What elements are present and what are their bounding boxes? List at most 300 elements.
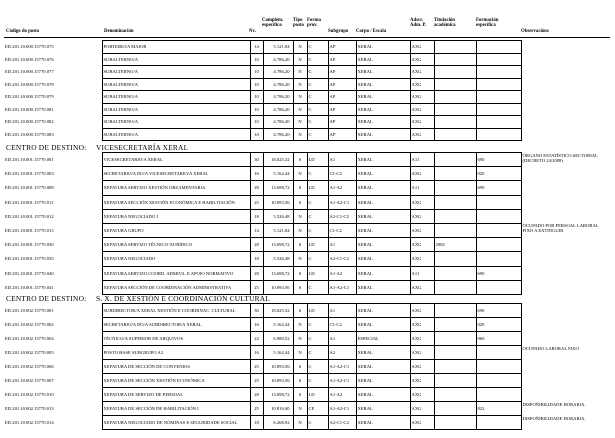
cell-name: XEFATURA DE SECCIÓN XESTIÓN ECONÓMICA xyxy=(102,374,250,388)
cell-obs xyxy=(521,181,607,195)
cell-code: ED.201.10.002.15770.010 xyxy=(5,392,54,397)
cell-adscr: AXG xyxy=(410,195,434,209)
cell-corpo: XERAL xyxy=(356,252,410,266)
cell-corpo: XERAL xyxy=(356,53,410,66)
cell-tipo: S xyxy=(293,388,307,402)
cell-code: ED.201.10.001.15770.041 xyxy=(5,284,54,290)
cell-comp: 5.162,44 xyxy=(263,167,293,181)
cell-tit xyxy=(434,78,476,91)
cell-comp: 5.162,44 xyxy=(263,318,293,332)
cell-tipo: S xyxy=(293,266,307,280)
cell-nv: 10 xyxy=(250,66,263,79)
cell-nv: 10 xyxy=(250,128,263,141)
cell-comp: 10.816,00 xyxy=(263,402,293,416)
cell-obs xyxy=(521,388,607,402)
cell-nv: 10 xyxy=(250,78,263,91)
cell-forma: C xyxy=(307,374,328,388)
cell-code: ED.201.10.001.15770.003 xyxy=(5,171,54,177)
cell-sub: AP xyxy=(328,78,356,91)
cell-tipo: N xyxy=(293,332,307,346)
cell-comp: 13.698,72 xyxy=(263,181,293,195)
cell-corpo: XERAL xyxy=(356,318,410,332)
cell-sub: C1-C2 xyxy=(328,167,356,181)
cell-forma: C xyxy=(307,195,328,209)
header-observacions: Observacións xyxy=(521,29,549,34)
cell-form xyxy=(476,388,521,402)
cell-tipo: S xyxy=(293,280,307,294)
section-name: S. X. DE XESTIÓN E COORDINACIÓN CULTURAL xyxy=(96,294,271,303)
table-row xyxy=(4,280,607,294)
cell-tit xyxy=(434,252,476,266)
cell-forma: C xyxy=(307,66,328,79)
cell-code: ED.201.10.001.15770.030 xyxy=(5,242,54,248)
cell-form xyxy=(476,53,521,66)
cell-obs xyxy=(521,280,607,294)
cell-sub: AP xyxy=(328,116,356,129)
table-row xyxy=(4,41,607,54)
cell-form xyxy=(476,41,521,54)
cell-tipo: S xyxy=(293,304,307,318)
cell-obs xyxy=(521,167,607,181)
cell-comp: 13.698,72 xyxy=(263,238,293,252)
section-heading-xestion-cultural xyxy=(6,294,270,303)
cell-nv: 14 xyxy=(250,223,263,237)
cell-tipo: N xyxy=(293,103,307,116)
table-row xyxy=(4,318,607,332)
cell-tipo: S xyxy=(293,238,307,252)
cell-nv: 16 xyxy=(250,346,263,360)
cell-comp: 10.093,56 xyxy=(263,374,293,388)
cell-tipo: N xyxy=(293,78,307,91)
cell-obs: OCUPADO LABORAL FIXO xyxy=(522,345,579,351)
cell-adscr: A11 xyxy=(410,153,434,167)
header-corpo: Corpo / Escala xyxy=(356,29,387,34)
cell-tit xyxy=(434,402,476,416)
cell-form xyxy=(476,103,521,116)
cell-nv: 18 xyxy=(250,252,263,266)
cell-comp: 6.268,92 xyxy=(263,416,293,430)
cell-corpo: XERAL xyxy=(356,280,410,294)
cell-corpo: XERAL xyxy=(356,103,410,116)
cell-form xyxy=(476,223,521,237)
cell-corpo: XERAL xyxy=(356,195,410,209)
cell-tit xyxy=(434,360,476,374)
table-row xyxy=(4,209,607,223)
cell-tit xyxy=(434,209,476,223)
header-subgrupo: Subgrupo xyxy=(328,29,349,34)
cell-corpo: XERAL xyxy=(356,388,410,402)
cell-obs xyxy=(521,195,607,209)
cell-adscr: AXG xyxy=(410,103,434,116)
cell-name: VICESECRETARIO/A XERAL xyxy=(102,153,250,167)
cell-obs xyxy=(521,304,607,318)
cell-name: SUBDIRECTOR/A XERAL XESTIÓN E COORDINAC. CULTURAL xyxy=(102,304,250,318)
cell-comp: 18.025,32 xyxy=(263,153,293,167)
cell-code: ED.201.10.002.15770.007 xyxy=(5,378,54,383)
cell-form xyxy=(476,116,521,129)
cell-forma: C xyxy=(307,318,328,332)
cell-obs xyxy=(521,128,607,141)
cell-comp: 10.093,56 xyxy=(263,280,293,294)
cell-tit xyxy=(434,374,476,388)
cell-sub: A1 xyxy=(328,304,356,318)
table-row xyxy=(4,128,607,141)
cell-name: XEFATURA DE SECCIÓN DE HABILITACIÓN I xyxy=(102,402,250,416)
cell-nv: 28 xyxy=(250,266,263,280)
cell-adscr: AXG xyxy=(410,209,434,223)
cell-name: SUBALTERNO/A xyxy=(102,116,250,129)
cell-sub: C1-C2 xyxy=(328,318,356,332)
header-codigo: Código do posto xyxy=(6,29,40,34)
cell-obs xyxy=(521,266,607,280)
cell-form: 690 xyxy=(476,181,521,195)
cell-code: ED.201.10.002.15770.006 xyxy=(5,364,54,369)
cell-code: ED.201.10.000.15770.081 xyxy=(5,106,54,112)
table-row xyxy=(4,91,607,104)
table-row xyxy=(4,360,607,374)
table-row xyxy=(4,53,607,66)
cell-obs xyxy=(521,209,607,223)
cell-corpo: XERAL xyxy=(356,167,410,181)
cell-nv: 25 xyxy=(250,280,263,294)
cell-name: XEFATURA SERVIZO TÉCNICO-XURÍDICO xyxy=(102,238,250,252)
cell-tit xyxy=(434,153,476,167)
cell-nv: 10 xyxy=(250,116,263,129)
cell-tit xyxy=(434,103,476,116)
cell-forma: C xyxy=(307,91,328,104)
cell-code: ED.201.10.001.15770.011 xyxy=(5,199,54,205)
cell-nv: 10 xyxy=(250,91,263,104)
cell-tipo: N xyxy=(293,252,307,266)
cell-tipo: N xyxy=(293,91,307,104)
cell-sub: A2-C1-C2 xyxy=(328,252,356,266)
cell-tipo: S xyxy=(293,360,307,374)
cell-name: XEFATURA NEGOCIADO xyxy=(102,252,250,266)
cell-code: ED.201.10.002.15770.013 xyxy=(5,406,54,411)
table-row xyxy=(4,238,607,252)
cell-form xyxy=(476,238,521,252)
cell-form xyxy=(476,66,521,79)
cell-obs: DISPOÑIBILIDADE HORARIA. xyxy=(522,415,586,421)
cell-sub: A1-A2 xyxy=(328,388,356,402)
cell-forma: C xyxy=(307,416,328,430)
cell-tit xyxy=(434,332,476,346)
cell-code: ED.201.10.002.15770.004 xyxy=(5,336,54,341)
cell-forma: C xyxy=(307,53,328,66)
cell-sub: A1 xyxy=(328,238,356,252)
cell-sub: A1-A2-C1 xyxy=(328,195,356,209)
cell-obs xyxy=(521,78,607,91)
table-row xyxy=(4,252,607,266)
cell-nv: 30 xyxy=(250,153,263,167)
cell-obs xyxy=(521,374,607,388)
cell-tit xyxy=(434,91,476,104)
cell-name: SUBALTERNO/A xyxy=(102,91,250,104)
cell-nv: 14 xyxy=(250,41,263,54)
cell-form xyxy=(476,346,521,360)
header-titulacion: Titulación académica xyxy=(434,18,456,29)
cell-forma: C xyxy=(307,41,328,54)
cell-comp: 4.786,20 xyxy=(263,53,293,66)
cell-corpo: XERAL xyxy=(356,153,410,167)
cell-name: XEFATURA GRUPO xyxy=(102,223,250,237)
cell-tipo: S xyxy=(293,374,307,388)
cell-code: ED.201.10.001.15770.012 xyxy=(5,213,54,219)
cell-corpo: XERAL xyxy=(356,360,410,374)
cell-tit xyxy=(434,304,476,318)
cell-nv: 25 xyxy=(250,360,263,374)
cell-sub: A2-C1-C2 xyxy=(328,416,356,430)
cell-sub: A1-A2-C1 xyxy=(328,374,356,388)
cell-forma: LD xyxy=(307,153,328,167)
cell-comp: 4.786,20 xyxy=(263,103,293,116)
cell-name: SECRETARIO/A DO/A VICESECRETARIO/A XERAL xyxy=(102,167,250,181)
cell-form xyxy=(476,416,521,430)
cell-nv: 18 xyxy=(250,209,263,223)
cell-obs xyxy=(521,332,607,346)
cell-code: ED.201.10.001.15770.035 xyxy=(5,256,54,262)
cell-tipo: N xyxy=(293,346,307,360)
cell-code: ED.201.10.002.15770.002 xyxy=(5,322,54,327)
cell-sub: A1-A2 xyxy=(328,181,356,195)
cell-code: ED.201.10.000.15770.079 xyxy=(5,94,54,100)
cell-sub: AP xyxy=(328,91,356,104)
cell-comp: 5.121,84 xyxy=(263,41,293,54)
cell-name: SUBALTERNO/A xyxy=(102,66,250,79)
cell-name: XEFATURA DE SECCIÓN DE CONVENIOS xyxy=(102,360,250,374)
cell-code: ED.201.10.001.15770.040 xyxy=(5,270,54,276)
table-row xyxy=(4,266,607,280)
cell-name: XEFATURA NEGOCIADO DE NÓMINAS E SEGURIDADE SOCIAL xyxy=(102,416,250,430)
cell-nv: 16 xyxy=(250,318,263,332)
table-row xyxy=(4,103,607,116)
cell-obs xyxy=(521,66,607,79)
cell-forma: LD xyxy=(307,181,328,195)
cell-comp: 13.698,72 xyxy=(263,266,293,280)
cell-sub: A1 xyxy=(328,332,356,346)
positions-table-3 xyxy=(4,303,607,430)
cell-form xyxy=(476,280,521,294)
cell-corpo: XERAL xyxy=(356,402,410,416)
cell-sub: A2-C1-C2 xyxy=(328,209,356,223)
cell-adscr: AXG xyxy=(410,374,434,388)
cell-sub: A1-A2 xyxy=(328,266,356,280)
cell-adscr: AXG xyxy=(410,167,434,181)
cell-corpo: XERAL xyxy=(356,346,410,360)
cell-name: SUBALTERNO/A xyxy=(102,53,250,66)
cell-name: SECRETARIO/A DO/A SUBDIRECTOR/A XERAL xyxy=(102,318,250,332)
cell-nv: 28 xyxy=(250,388,263,402)
cell-tit xyxy=(434,280,476,294)
cell-tit xyxy=(434,195,476,209)
header-nivel: Nv. xyxy=(249,29,256,34)
cell-forma: C xyxy=(307,346,328,360)
section-prefix: CENTRO DE DESTINO: xyxy=(6,143,87,152)
cell-nv: 25 xyxy=(250,374,263,388)
positions-table-2 xyxy=(4,152,607,295)
positions-table-1 xyxy=(4,40,607,141)
cell-tipo: N xyxy=(293,53,307,66)
cell-adscr: AXG xyxy=(410,91,434,104)
cell-comp: 10.093,56 xyxy=(263,195,293,209)
cell-comp: 10.093,56 xyxy=(263,360,293,374)
header-tipo: Tipo posto xyxy=(293,18,304,29)
cell-form: 020 xyxy=(476,167,521,181)
cell-name: PORTEIRO/A MAIOR xyxy=(102,41,250,54)
cell-form xyxy=(476,195,521,209)
table-row xyxy=(4,416,607,430)
cell-adscr: AXG xyxy=(410,318,434,332)
cell-tipo: N xyxy=(293,128,307,141)
cell-tipo: S xyxy=(293,195,307,209)
cell-sub: A1 xyxy=(328,153,356,167)
cell-sub: C1-C2 xyxy=(328,223,356,237)
cell-sub: AP xyxy=(328,103,356,116)
cell-adscr: AXG xyxy=(410,402,434,416)
cell-comp: 5.526,48 xyxy=(263,209,293,223)
cell-code: ED.201.10.001.15770.001 xyxy=(5,157,54,163)
cell-code: ED.201.10.000.15770.082 xyxy=(5,119,54,125)
cell-obs: DISPOÑIBILIDADE HORARIA. xyxy=(522,401,586,407)
cell-tit xyxy=(434,346,476,360)
cell-nv: 28 xyxy=(250,181,263,195)
cell-obs xyxy=(521,53,607,66)
cell-corpo: XERAL xyxy=(356,66,410,79)
cell-forma: C xyxy=(307,280,328,294)
cell-tit xyxy=(434,416,476,430)
cell-sub: AP xyxy=(328,41,356,54)
cell-name: XEFATURA DE SERVIZO DE PERSOAL xyxy=(102,388,250,402)
cell-code: ED.201.10.001.15770.015 xyxy=(5,228,54,234)
cell-form: 822 xyxy=(476,402,521,416)
cell-sub: A1-A2-C1 xyxy=(328,280,356,294)
cell-comp: 6.980,52 xyxy=(263,332,293,346)
cell-forma: LD xyxy=(307,304,328,318)
cell-tipo: S xyxy=(293,181,307,195)
cell-nv: 18 xyxy=(250,416,263,430)
cell-corpo: XERAL xyxy=(356,128,410,141)
cell-corpo: XERAL xyxy=(356,374,410,388)
section-name: VICESECRETARÍA XERAL xyxy=(96,143,189,152)
cell-obs xyxy=(521,238,607,252)
cell-forma: C xyxy=(307,103,328,116)
cell-form xyxy=(476,78,521,91)
cell-adscr: AXG xyxy=(410,346,434,360)
table-row xyxy=(4,332,607,346)
cell-form xyxy=(476,360,521,374)
cell-adscr: AXG xyxy=(410,78,434,91)
cell-tipo: N xyxy=(293,41,307,54)
cell-corpo: ESPECIAL xyxy=(356,332,410,346)
table-row xyxy=(4,181,607,195)
cell-code: ED.201.10.002.15770.014 xyxy=(5,420,54,425)
cell-sub: A2 xyxy=(328,346,356,360)
cell-nv: 10 xyxy=(250,53,263,66)
cell-name: XEFATURA SERVIZO XESTIÓN ORZAMENTARIA xyxy=(102,181,250,195)
table-row xyxy=(4,153,607,167)
cell-code: ED.201.10.000.15770.075 xyxy=(5,44,54,50)
cell-forma: LD xyxy=(307,266,328,280)
cell-corpo: XERAL xyxy=(356,416,410,430)
cell-code: ED.201.10.000.15770.076 xyxy=(5,56,54,62)
cell-adscr: A11 xyxy=(410,181,434,195)
cell-form xyxy=(476,209,521,223)
cell-adscr: AXG xyxy=(410,280,434,294)
header-complem: Complem. específico xyxy=(262,18,284,29)
cell-tit xyxy=(434,318,476,332)
cell-nv: 25 xyxy=(250,195,263,209)
cell-corpo: XERAL xyxy=(356,209,410,223)
cell-tit xyxy=(434,181,476,195)
cell-tipo: N xyxy=(293,318,307,332)
cell-tit xyxy=(434,266,476,280)
table-row xyxy=(4,388,607,402)
cell-name: XEFATURA NEGOCIADO I xyxy=(102,209,250,223)
cell-obs xyxy=(521,116,607,129)
cell-comp: 5.121,84 xyxy=(263,223,293,237)
cell-form xyxy=(476,128,521,141)
cell-tipo: N xyxy=(293,209,307,223)
cell-corpo: XERAL xyxy=(356,181,410,195)
cell-form: 690 xyxy=(476,266,521,280)
cell-obs xyxy=(521,360,607,374)
cell-form: 690 xyxy=(476,304,521,318)
header-formacion: Formación específica xyxy=(476,18,499,29)
cell-corpo: XERAL xyxy=(356,304,410,318)
cell-tit xyxy=(434,167,476,181)
cell-form xyxy=(476,91,521,104)
cell-form xyxy=(476,374,521,388)
cell-sub: AP xyxy=(328,66,356,79)
cell-forma: C xyxy=(307,360,328,374)
cell-forma: LD xyxy=(307,388,328,402)
cell-forma: C xyxy=(307,167,328,181)
cell-nv: 10 xyxy=(250,103,263,116)
cell-corpo: XERAL xyxy=(356,238,410,252)
cell-obs: OCUPADO POR PERSOAL LABORAL FIXO A EXTINGUIR xyxy=(522,223,599,234)
cell-sub: A1-A2-C1 xyxy=(328,360,356,374)
cell-sub: A1-A2-C1 xyxy=(328,402,356,416)
cell-sub: AP xyxy=(328,53,356,66)
table-row xyxy=(4,78,607,91)
cell-tit xyxy=(434,128,476,141)
section-heading-vicesecretaria xyxy=(6,143,188,152)
table-row xyxy=(4,116,607,129)
cell-sub: AP xyxy=(328,128,356,141)
table-row xyxy=(4,66,607,79)
cell-forma: C xyxy=(307,209,328,223)
section-prefix: CENTRO DE DESTINO: xyxy=(6,294,87,303)
cell-forma: C xyxy=(307,223,328,237)
cell-obs: ÓRGANO ESTATÍSTICO SECTORIAL (DECRETO 24/2008) xyxy=(522,152,598,163)
cell-adscr: AXG xyxy=(410,128,434,141)
table-row xyxy=(4,167,607,181)
cell-code: ED.201.10.000.15770.077 xyxy=(5,69,54,75)
cell-comp: 4.786,20 xyxy=(263,66,293,79)
column-header xyxy=(0,0,615,40)
cell-code: ED.201.10.002.15770.001 xyxy=(5,308,54,313)
cell-tit xyxy=(434,388,476,402)
cell-tipo: N xyxy=(293,116,307,129)
cell-nv: 30 xyxy=(250,304,263,318)
cell-form xyxy=(476,252,521,266)
cell-forma: C xyxy=(307,332,328,346)
cell-forma: C xyxy=(307,116,328,129)
cell-name: XEFATURA SECCIÓN XESTIÓN ECONÓMICA E HABILITACIÓN xyxy=(102,195,250,209)
cell-comp: 4.786,20 xyxy=(263,128,293,141)
cell-adscr: AXG xyxy=(410,252,434,266)
table-row xyxy=(4,304,607,318)
